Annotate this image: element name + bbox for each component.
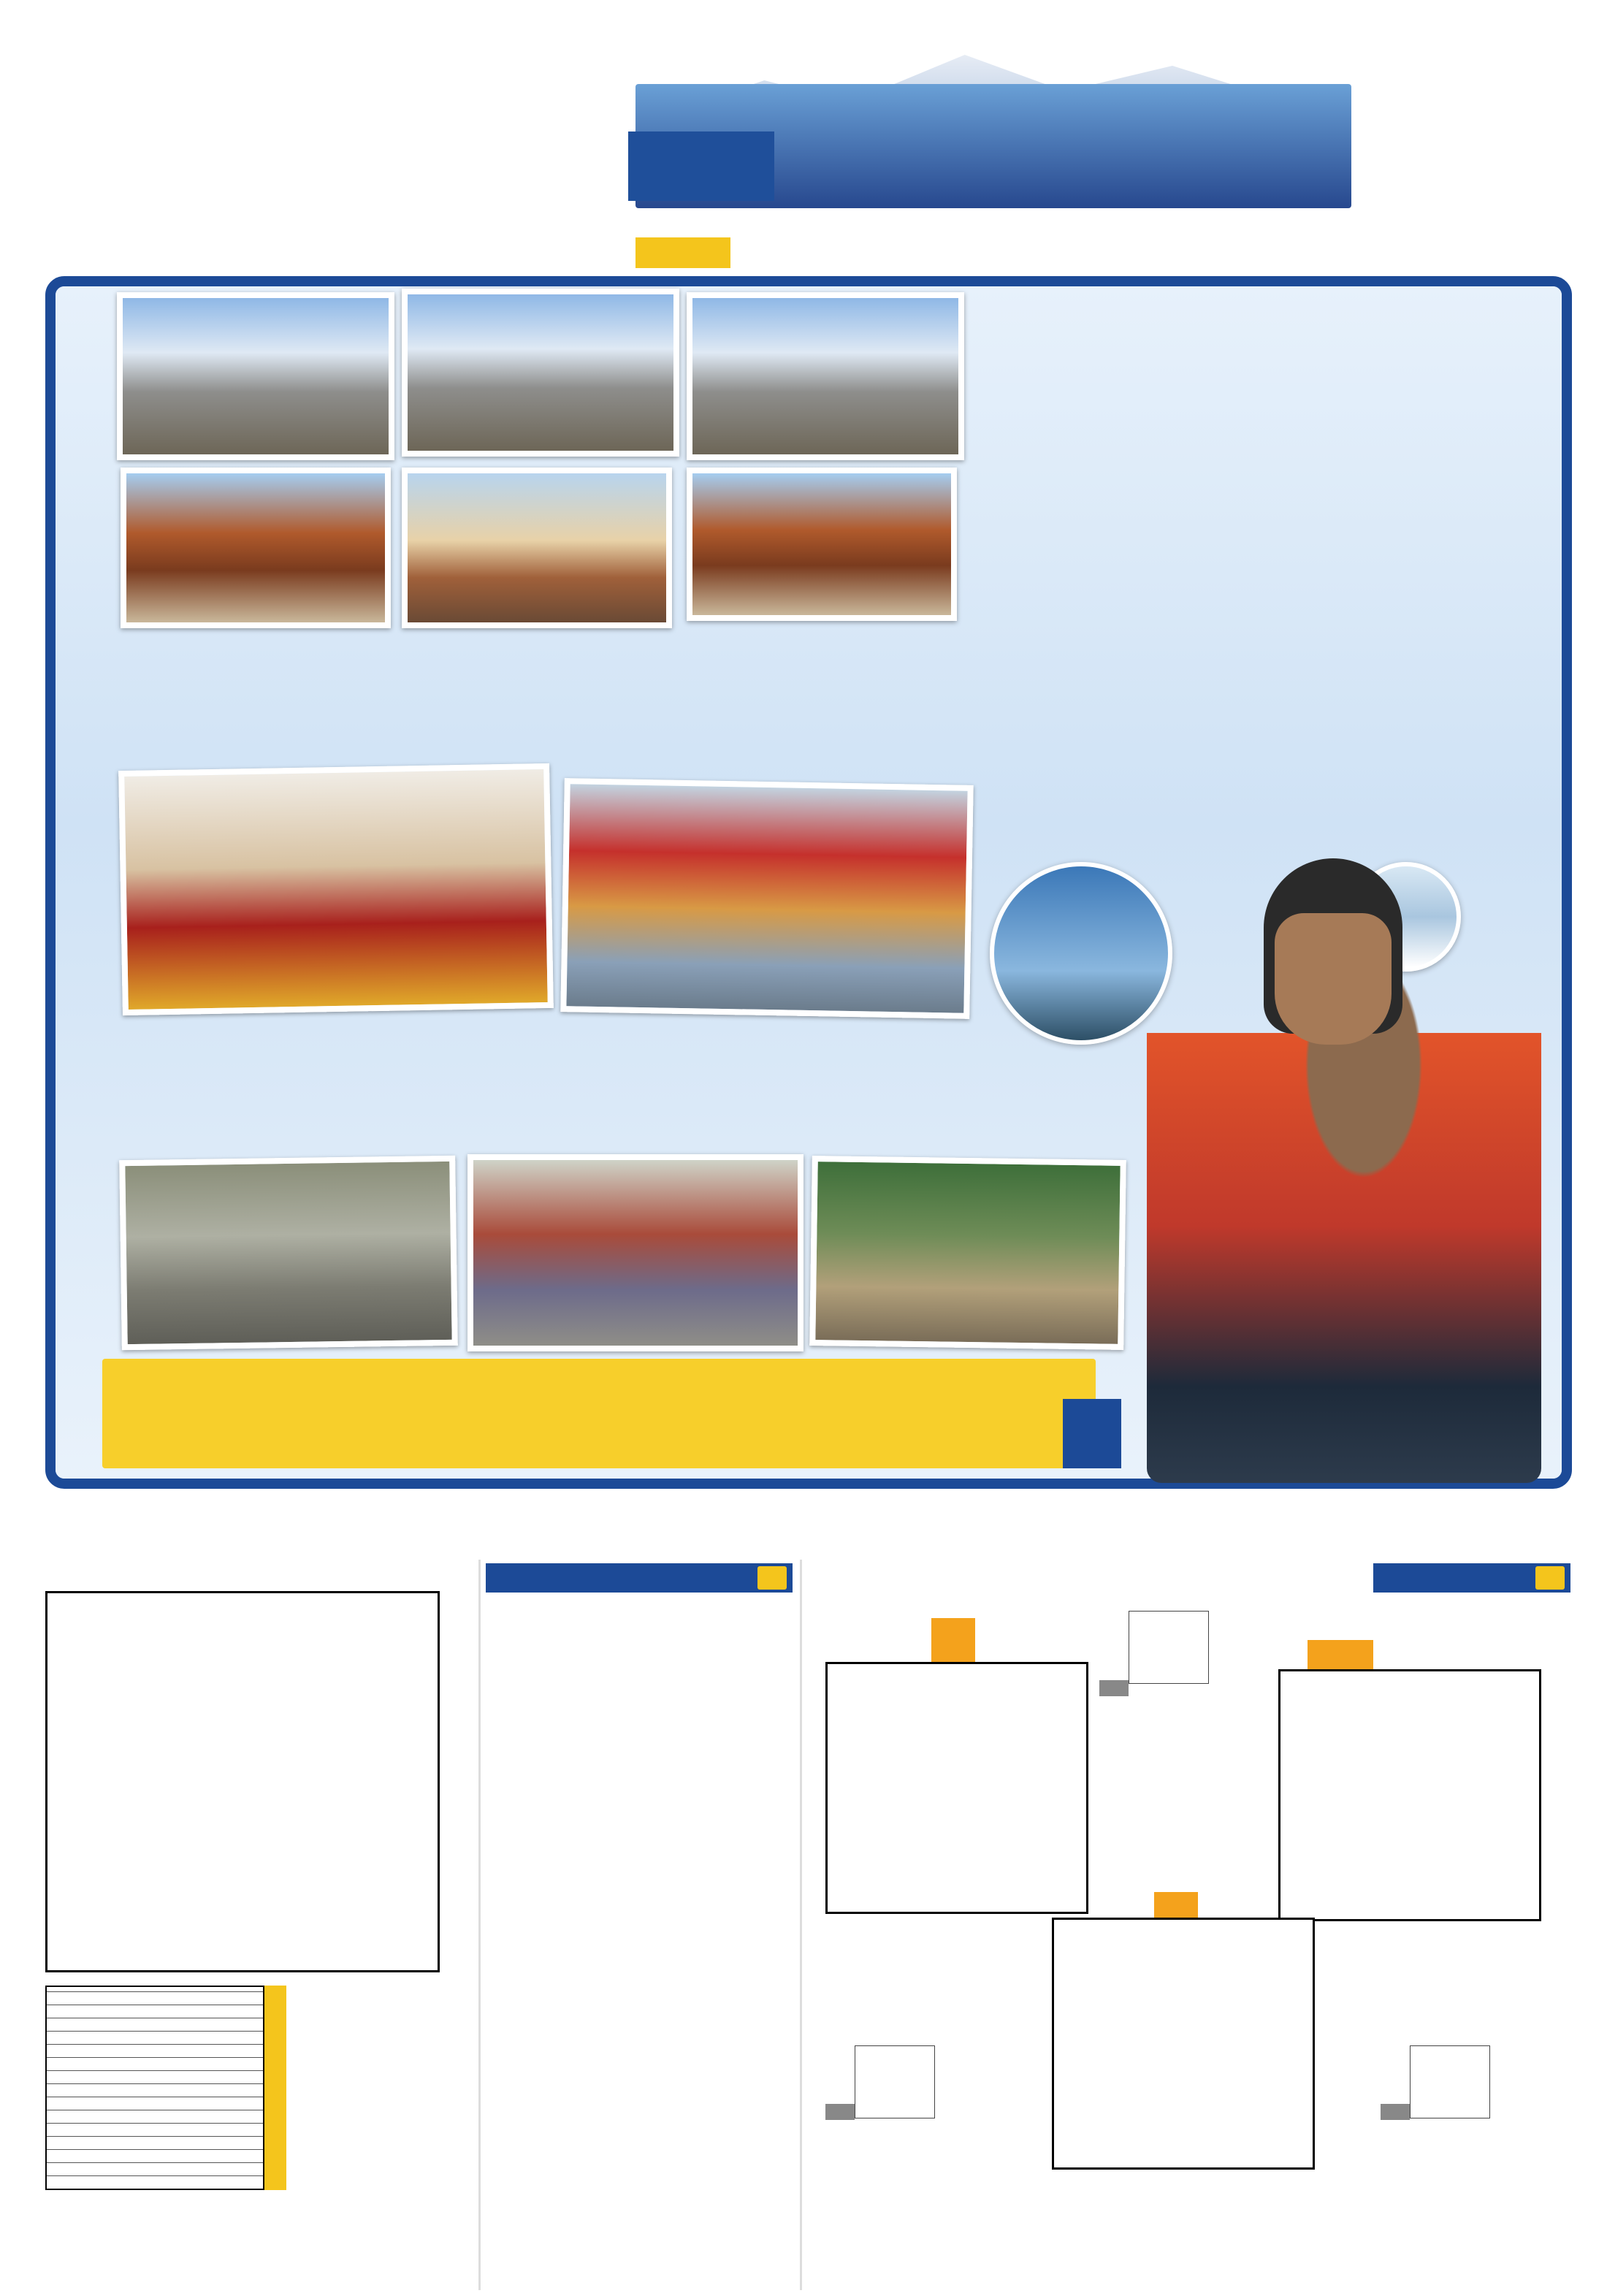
pencil-icon xyxy=(1535,1566,1565,1590)
photo-suspension-bridge xyxy=(990,862,1172,1045)
sudoku-medium-grid[interactable] xyxy=(1052,1918,1315,2170)
sudoku-instructions xyxy=(833,1563,1359,1600)
feature-subtitle xyxy=(964,453,1446,533)
hafez-box xyxy=(628,131,774,201)
photo-kathmandu-city xyxy=(402,468,672,628)
hadith xyxy=(1366,102,1592,153)
page-tag xyxy=(635,237,730,268)
crossword-header xyxy=(486,1563,793,1593)
news-box-text-1 xyxy=(431,1377,1045,1465)
sudoku-header xyxy=(1373,1563,1570,1593)
ads-block xyxy=(1410,228,1592,272)
photo-ghat-ceremony xyxy=(560,778,973,1019)
photo-monks xyxy=(118,763,554,1015)
sherpa-face xyxy=(1275,913,1392,1045)
sudoku-answer-grid xyxy=(1410,2045,1490,2118)
kicker xyxy=(1096,281,1534,324)
crossword-grid[interactable] xyxy=(45,1591,440,1972)
sudoku-answer-label xyxy=(825,2104,855,2120)
feature-title xyxy=(979,343,1446,446)
sudoku-hard-grid[interactable] xyxy=(825,1662,1088,1914)
photo-flood-river xyxy=(809,1156,1126,1350)
photo-himalaya-village xyxy=(402,289,679,457)
crossword-solution-label xyxy=(264,1986,286,2190)
photo-pagoda-square xyxy=(121,468,391,628)
section-peaks xyxy=(234,643,964,731)
staff-list xyxy=(66,95,621,270)
sudoku-easy-grid[interactable] xyxy=(1278,1669,1541,1921)
column-1 xyxy=(1198,537,1476,844)
tagline xyxy=(657,94,1023,107)
url-online-label xyxy=(884,232,986,247)
sudoku-answer-grid xyxy=(855,2045,935,2118)
photo-temple xyxy=(687,468,957,621)
url-site-label xyxy=(884,251,986,266)
photo-flood-aerial xyxy=(119,1156,458,1350)
photo-climbers xyxy=(687,292,964,460)
divider xyxy=(800,1560,802,2290)
across-clues xyxy=(628,1600,796,2287)
photo-flood-street xyxy=(467,1154,804,1351)
sudoku-answer-label xyxy=(1381,2104,1410,2120)
sudoku-medium-label xyxy=(1154,1892,1198,1918)
contact-block xyxy=(993,228,1234,272)
down-clues xyxy=(453,1600,621,2287)
section-peace xyxy=(278,1037,964,1118)
pencil-icon xyxy=(757,1566,787,1590)
sudoku-answer-grid xyxy=(1129,1611,1209,1684)
distribution-block xyxy=(1242,228,1402,272)
column-2 xyxy=(972,537,1187,844)
prayer-times xyxy=(1359,157,1592,216)
crossword-column-numbers xyxy=(45,1569,440,1590)
crossword-solution-grid xyxy=(45,1986,264,2190)
sudoku-answer-label xyxy=(1099,1680,1129,1696)
news-box-badge xyxy=(1063,1399,1121,1468)
photo-trekker xyxy=(117,292,394,460)
sudoku-easy-label xyxy=(1308,1640,1373,1669)
sudoku-hard-label xyxy=(931,1618,975,1662)
news-box-text-2 xyxy=(117,1377,416,1465)
